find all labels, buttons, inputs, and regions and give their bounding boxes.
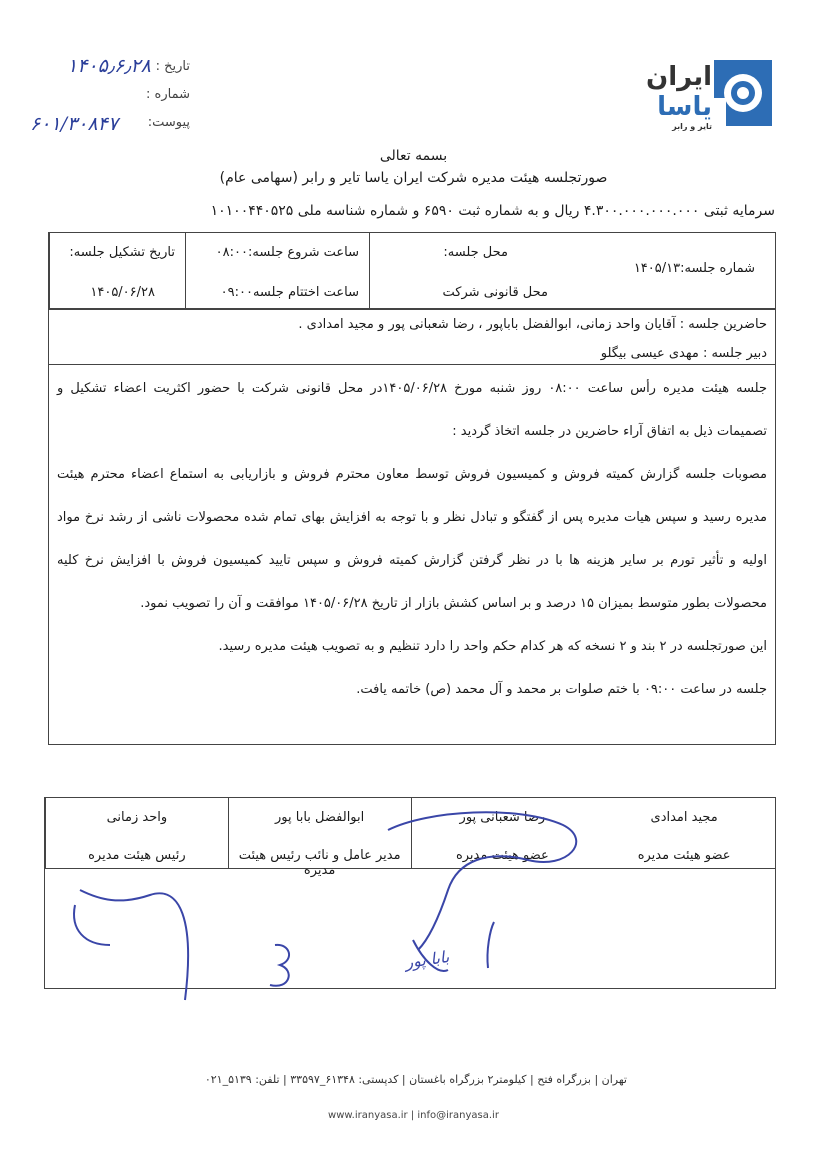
- number-label: شماره :: [146, 87, 190, 102]
- venue-cell: [369, 233, 558, 309]
- company-logo: [612, 60, 772, 132]
- signer-role: رئیس هیئت مدیره: [88, 848, 186, 863]
- formation-label: تاریخ تشکیل جلسه:: [69, 245, 175, 260]
- end-time: ساعت اختتام جلسه۰۹:۰۰: [220, 285, 359, 300]
- formation-cell: [49, 233, 185, 309]
- venue-value: محل قانونی شرکت: [442, 285, 548, 300]
- logo-mark-icon: [714, 60, 772, 126]
- title-block: [0, 148, 827, 196]
- letter-meta: [12, 55, 202, 139]
- attachment-label: پیوست:: [147, 115, 190, 130]
- attendees: حاضرین جلسه : آقایان واحد زمانی، ابوالفضل باباپور ، رضا شعبانی پور و مجید امدادی .: [298, 317, 767, 332]
- signature-scribble-3: [255, 935, 315, 995]
- signer-name: رضا شعبانی پور: [459, 810, 546, 825]
- signature-scribble-2: [60, 880, 210, 1010]
- date-label: تاریخ :: [155, 59, 190, 74]
- date-row: [12, 55, 202, 83]
- start-time: ساعت شروع جلسه:۰۸:۰۰: [215, 245, 359, 260]
- signature-cell: [45, 798, 228, 868]
- logo-tagline: تایر و رابر: [672, 122, 712, 131]
- signer-name: مجید امدادی: [650, 810, 718, 825]
- meeting-info-table: [48, 232, 776, 310]
- paragraph-opening: جلسه هیئت مدیره رأس ساعت ۰۸:۰۰ روز شنبه مورخ ۱۴۰۵/۰۶/۲۸در محل قانونی شرکت با حضور اکثریت اعضاء تشکیل و تصمیمات ذیل به اتفاق آراء حاضرین در جلسه اتخاذ گردید :: [57, 381, 768, 439]
- footer-web: www.iranyasa.ir | info@iranyasa.ir: [328, 1110, 499, 1121]
- paragraph-closing: جلسه در ساعت ۰۹:۰۰ با ختم صلوات بر محمد و آل محمد (ص) خاتمه یافت.: [356, 682, 767, 697]
- logo-line1: ایران: [646, 62, 712, 92]
- secretary: دبیر جلسه : مهدی عیسی بیگلو: [600, 346, 767, 361]
- footer-address: تهران | بزرگراه فتح | کیلومتر۲ بزرگراه باغستان | کدپستی: ۶۱۳۴۸_۳۳۵۹۷ | تلفن: ۵۱۳۹_۰۲۱: [204, 1073, 627, 1086]
- paragraph-resolution: مصوبات جلسه گزارش کمیته فروش و کمیسیون فروش توسط معاون محترم فروش و بازاریابی به استماع اعضاء محترم هیئت مدیره رسید و سپس هیات مدیره پس از گفتگو و تبادل نظر و با توجه به افزایش بهای تمام شده محصولات ناشی از رشد نرخ مواد اولیه و تأثیر تورم بر سایر هزینه ها با در نظر گرفتن گزارش کمیته فروش و سپس تایید کمیسیون فروش با افزایش نرخ کلیه محصولات بطور متوسط بمیزان ۱۵ درصد و بر اساس کشش بازار از تاریخ ۱۴۰۵/۰۶/۲۸ موافقت و آن را تصویب نمود.: [57, 467, 767, 611]
- paragraph-copies: این صورتجلسه در ۲ بند و ۲ نسخه که هر کدام حکم واحد را دارد تنظیم و به تصویب هیئت مدیره رسید.: [218, 639, 767, 654]
- logo-line2: یاسا: [657, 92, 712, 122]
- document-heading: صورتجلسه هیئت مدیره شرکت ایران یاسا تایر و رابر (سهامی عام): [219, 170, 608, 186]
- divider: [49, 364, 775, 365]
- signer-name: ابوالفضل بابا پور: [275, 810, 365, 825]
- session-number: شماره جلسه:۱۴۰۵/۱۳: [633, 261, 755, 276]
- signature-handwritten-text: بابا پور: [403, 947, 451, 972]
- signature-cell: [593, 798, 775, 868]
- minutes-body: [48, 308, 776, 745]
- signer-role: عضو هیئت مدیره: [455, 848, 549, 863]
- session-number-cell: [558, 233, 775, 309]
- number-value: ۶۰۱/۳۰۸۴۷: [30, 113, 119, 135]
- bismillah: بسمه تعالی: [379, 148, 448, 164]
- signer-role: مدیر عامل و نائب رئیس هیئت مدیره: [238, 848, 401, 878]
- time-cell: [185, 233, 369, 309]
- formation-date: ۱۴۰۵/۰۶/۲۸: [90, 285, 155, 300]
- signature-scribble-1: [368, 800, 588, 990]
- venue-label: محل جلسه:: [443, 245, 508, 260]
- signer-role: عضو هیئت مدیره: [637, 848, 731, 863]
- date-value: ۱۴۰۵٫۶٫۲۸: [67, 55, 151, 77]
- minutes-paragraphs: [57, 367, 767, 711]
- signer-name: واحد زمانی: [106, 810, 168, 825]
- capital-line: سرمایه ثبتی ۴.۳۰۰.۰۰۰.۰۰۰.۰۰۰ ریال و به شماره ثبت ۶۵۹۰ و شماره شناسه ملی ۱۰۱۰۰۴۴۰۵۲۵: [210, 203, 775, 219]
- attachment-row: [12, 111, 202, 139]
- logo-text: [612, 62, 712, 132]
